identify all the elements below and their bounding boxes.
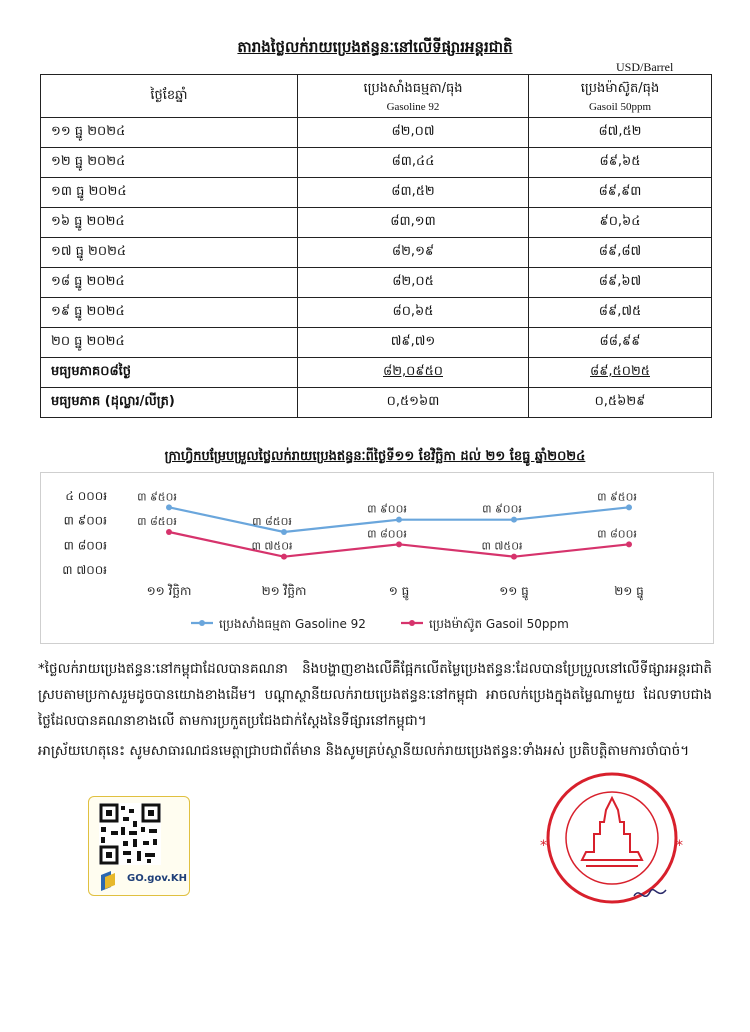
average-liter-gasoline: ០,៥១៦៣ xyxy=(298,388,529,418)
closing-paragraph: អាស្រ័យហេតុនេះ សូមសាធារណជនមេត្តាជ្រាបជាព័ត៌មាន និងសូមគ្រប់ស្ថានីយលក់រាយប្រេងឥន្ធនៈទាំងអស់ ប្រតិបត្តិតាមការចាំបាច់។ xyxy=(38,743,690,759)
data-label: ៣ ៧៥០៛ xyxy=(251,539,293,553)
data-point xyxy=(166,504,172,510)
row-date: ១៩ ធ្នូ ២០២៤ xyxy=(41,298,298,328)
header-gasoil xyxy=(529,75,712,118)
y-tick-label: ៣ ៨០០៛ xyxy=(63,538,107,553)
row-gasoline: ៨២,១៩ xyxy=(298,238,529,268)
row-gasoil: ៨៩,៩៣ xyxy=(529,178,712,208)
y-tick-label: ៣ ៧០០៛ xyxy=(62,563,107,577)
data-point xyxy=(626,504,632,510)
legend-marker xyxy=(199,620,205,626)
table-row xyxy=(41,148,712,178)
average-liter-row xyxy=(41,388,712,418)
row-date: ២០ ធ្នូ ២០២៤ xyxy=(41,328,298,358)
x-tick-label: ២១ វិច្ឆិកា xyxy=(261,584,307,598)
row-gasoline: ៨២,០៥ xyxy=(298,268,529,298)
svg-text:*: * xyxy=(676,838,683,854)
data-point xyxy=(396,517,402,523)
x-tick-label: ១១ វិច្ឆិកា xyxy=(146,584,192,598)
row-gasoil: ៨៧,៥២ xyxy=(529,118,712,148)
chart-canvas xyxy=(41,473,713,643)
table-header-row xyxy=(41,75,712,118)
row-date: ១៦ ធ្នូ ២០២៤ xyxy=(41,208,298,238)
price-chart xyxy=(40,472,714,644)
average-liter-gasoil: ០,៥៦២៩ xyxy=(529,388,712,418)
legend-marker xyxy=(409,620,415,626)
row-date: ១១ ធ្នូ ២០២៤ xyxy=(41,118,298,148)
data-point xyxy=(511,554,517,560)
row-gasoil: ៨៩,៨៧ xyxy=(529,238,712,268)
table-row xyxy=(41,328,712,358)
row-gasoline: ៨០,៦៥ xyxy=(298,298,529,328)
row-date: ១៣ ធ្នូ ២០២៤ xyxy=(41,178,298,208)
header-gasoline-label: ប្រេងសាំងធម្មតា/ធុង xyxy=(363,80,463,96)
data-point xyxy=(281,554,287,560)
legend-label: ប្រេងម៉ាស៊ូត Gasoil 50ppm xyxy=(429,617,569,631)
ministry-seal-icon xyxy=(526,768,702,918)
data-label: ៣ ៩៥០៛ xyxy=(137,490,177,504)
qr-caption: GO.gov.KH xyxy=(127,873,187,884)
document-title: តារាងថ្លៃលក់រាយប្រេងឥន្ធនៈនៅលើទីផ្សារអន្តរជាតិ xyxy=(237,38,513,56)
row-gasoline: ៨៣,៥២ xyxy=(298,178,529,208)
header-gasoil-label: ប្រេងម៉ាស៊ូត/ធុង xyxy=(580,80,660,96)
average-label: មធ្យមភាគ០៨ថ្ងៃ xyxy=(41,358,298,388)
row-gasoil: ៨៩,៦៥ xyxy=(529,148,712,178)
data-label: ៣ ៨០០៛ xyxy=(367,527,407,541)
data-label: ៣ ៩០០៛ xyxy=(482,502,522,516)
official-seal xyxy=(526,768,702,922)
chart-title: ក្រាហ្វិកបម្រែបម្រួលថ្លៃលក់រាយប្រេងឥន្ធនៈពីថ្ងៃទី១១ ខែវិច្ឆិកា ដល់ ២១ ខែធ្នូ ឆ្នាំ២០២៤ xyxy=(164,449,586,464)
qr-code-card[interactable] xyxy=(88,796,190,896)
row-gasoil: ៨៨,៩៩ xyxy=(529,328,712,358)
average-row xyxy=(41,358,712,388)
average-liter-label: មធ្យមភាគ (ដុល្លារ/លីត្រ) xyxy=(41,388,298,418)
row-gasoline: ៨៣,១៣ xyxy=(298,208,529,238)
header-gasoil-sub: Gasoil 50ppm xyxy=(588,100,652,113)
data-label: ៣ ៩០០៛ xyxy=(367,502,407,516)
y-tick-label: ៤ ០០០៛ xyxy=(65,489,107,503)
svg-text:*: * xyxy=(540,838,547,854)
y-tick-label: ៣ ៩០០៛ xyxy=(63,513,107,528)
data-point xyxy=(396,541,402,547)
table-row xyxy=(41,238,712,268)
table-row xyxy=(41,118,712,148)
row-gasoline: ៨២,០៧ xyxy=(298,118,529,148)
row-gasoil: ៨៩,៧៥ xyxy=(529,298,712,328)
data-point xyxy=(511,517,517,523)
row-gasoil: ៨៩,៦៧ xyxy=(529,268,712,298)
x-tick-label: ១ ធ្នូ xyxy=(388,584,410,598)
header-gasoline-sub: Gasoline 92 xyxy=(386,100,440,113)
x-tick-label: ២១ ធ្នូ xyxy=(614,584,644,598)
price-table xyxy=(40,74,712,418)
data-label: ៣ ៨៥០៛ xyxy=(252,515,292,528)
data-label: ៣ ៨៥០៛ xyxy=(137,515,177,528)
table-row xyxy=(41,298,712,328)
row-date: ១៧ ធ្នូ ២០២៤ xyxy=(41,238,298,268)
row-date: ១២ ធ្នូ ២០២៤ xyxy=(41,148,298,178)
data-point xyxy=(281,529,287,535)
header-gasoline xyxy=(298,75,529,118)
legend-label: ប្រេងសាំងធម្មតា Gasoline 92 xyxy=(219,617,366,631)
table-row xyxy=(41,268,712,298)
note-paragraph: *ថ្លៃលក់រាយប្រេងឥន្ធនៈនៅកម្ពុជាដែលបានគណនា និងបង្ហាញខាងលើគឺផ្អែកលើតម្លៃប្រេងឥន្ធនៈដែលបានប្រែប្រួលនៅលើទីផ្សារអន្តរជាតិ ស្របតាមប្រកាសរួមដូចបានយោងខាងដើម។ បណ្តាស្ថានីយលក់រាយប្រេងឥន្ធនៈនៅកម្ពុជា អាចលក់ប្រេងក្នុងតម្លៃណាមួយ ដែលទាបជាងថ្លៃដែលបានគណនាខាងលើ តាមការប្រកួតប្រជែងជាក់ស្តែងនៃទីផ្សារនៅកម្ពុជា។ xyxy=(38,661,712,729)
data-label: ៣ ៨០០៛ xyxy=(597,527,637,541)
header-date xyxy=(41,75,298,118)
x-tick-label: ១១ ធ្នូ xyxy=(499,584,529,598)
row-gasoline: ៧៩,៧១ xyxy=(298,328,529,358)
table-row xyxy=(41,178,712,208)
row-gasoline: ៨៣,៤៤ xyxy=(298,148,529,178)
row-date: ១៨ ធ្នូ ២០២៤ xyxy=(41,268,298,298)
data-point xyxy=(626,541,632,547)
unit-label: USD/Barrel xyxy=(616,60,674,74)
average-gasoline: ៨២,០៩៥០ xyxy=(298,358,529,388)
data-point xyxy=(166,529,172,535)
data-label: ៣ ៧៥០៛ xyxy=(481,539,523,553)
row-gasoil: ៩០,៦៤ xyxy=(529,208,712,238)
header-date-label: ថ្ងៃខែឆ្នាំ xyxy=(150,87,188,103)
table-row xyxy=(41,208,712,238)
data-label: ៣ ៩៥០៛ xyxy=(597,490,637,504)
average-gasoil: ៨៩,៥០២៥ xyxy=(529,358,712,388)
